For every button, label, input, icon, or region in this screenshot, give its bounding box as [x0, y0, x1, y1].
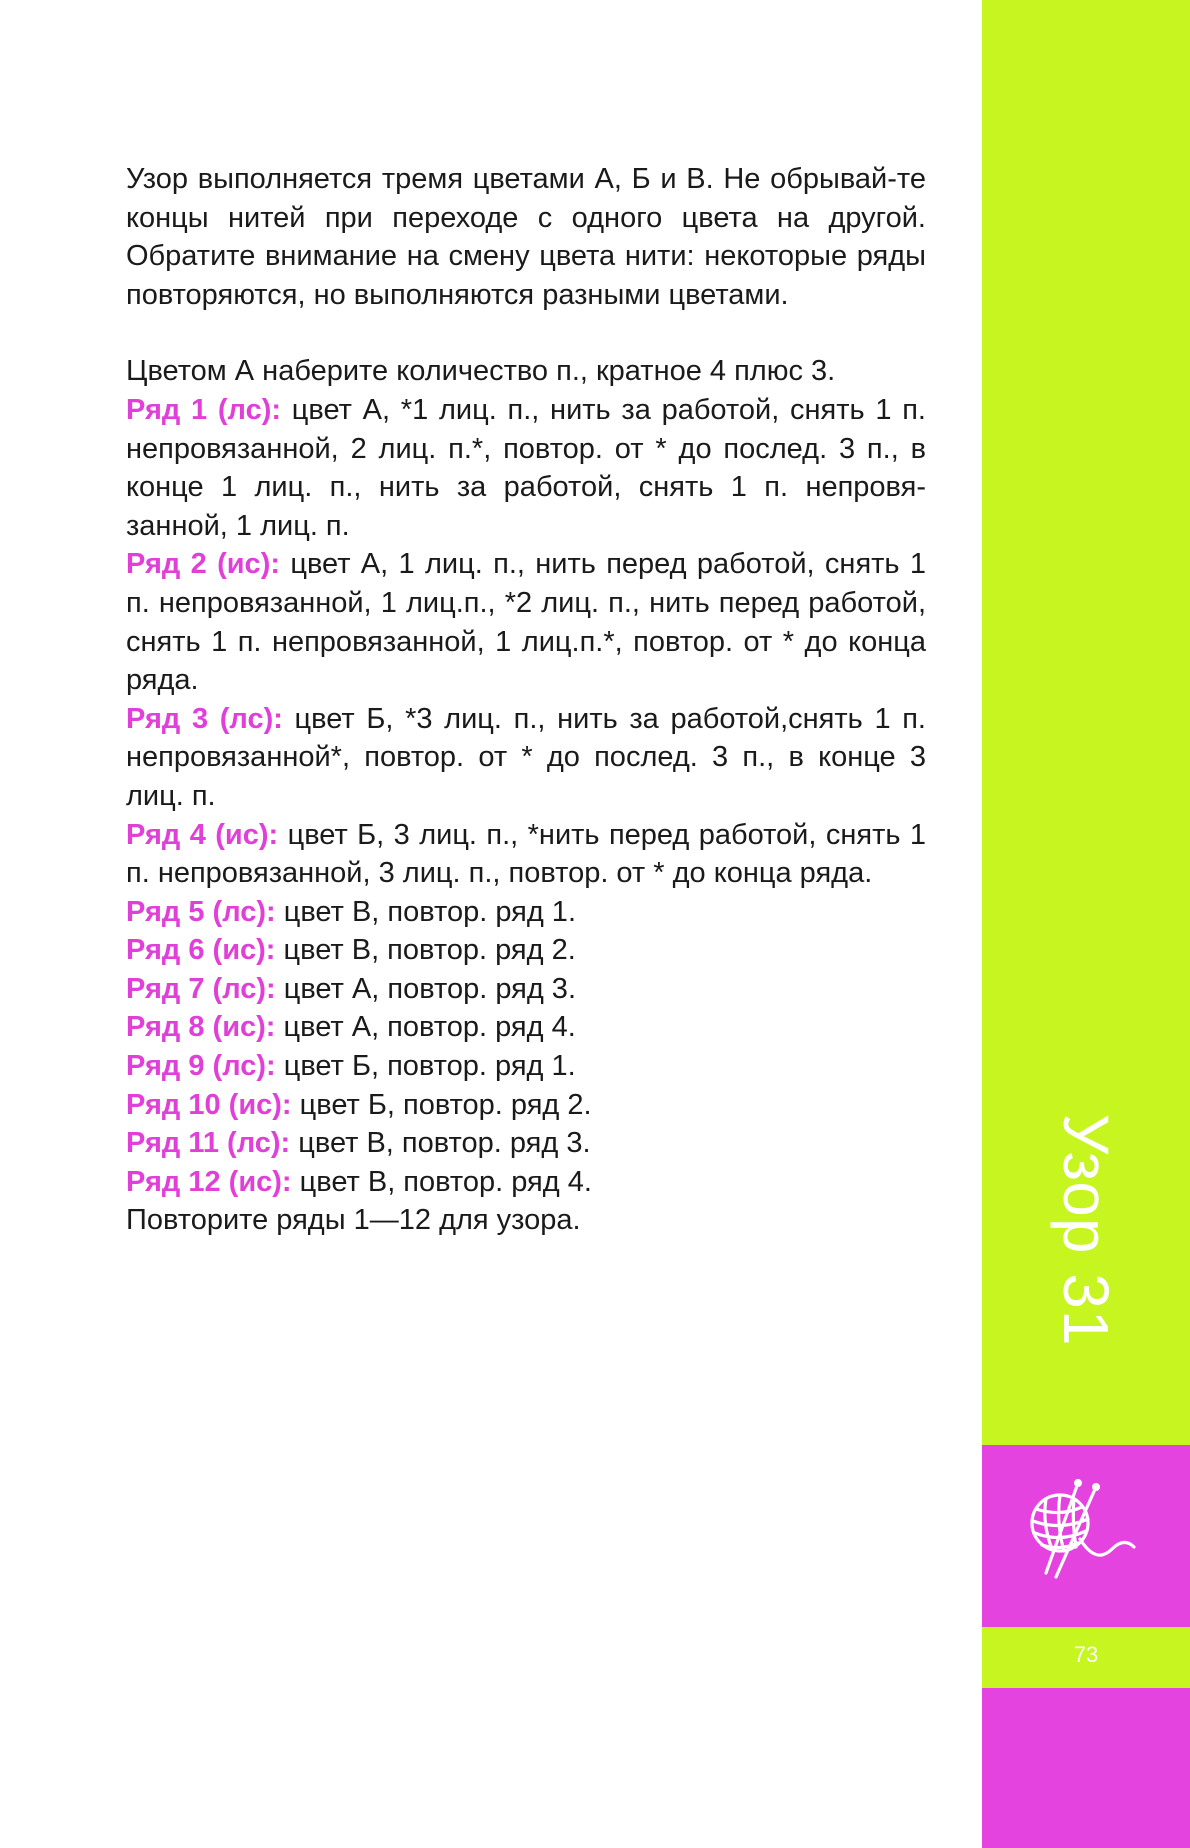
row-instruction — [126, 1163, 926, 1202]
intro-paragraph: Узор выполняется тремя цветами А, Б и В. Не обрывай-те концы нитей при переходе с одного цвета на другой. Обратите внимание на смену цвета нити: некоторые ряды повторяются, но выполняются разными цветами. — [126, 163, 926, 311]
sidebar-title — [982, 1080, 1190, 1380]
row-instruction — [126, 391, 926, 545]
row-text: цвет А, 1 лиц. п., нить перед работой, снять 1 п. непровязанной, 1 лиц.п., *2 лиц. п., нить перед работой, снять 1 п. непровязанной, 1 лиц.п.*, повтор. от * до конца ряда. — [126, 548, 926, 697]
row-instruction — [126, 893, 926, 932]
yarn-ball-knitting-needles-icon — [1016, 1473, 1136, 1583]
row-instruction — [126, 1086, 926, 1125]
row-text: цвет Б, повтор. ряд 2. — [291, 1088, 592, 1121]
row-instruction — [126, 1047, 926, 1086]
cast-on-instruction: Цветом А наберите количество п., кратное 4 плюс 3. — [126, 355, 836, 388]
row-instruction — [126, 970, 926, 1009]
row-label: Ряд 5 (лс): — [126, 895, 276, 928]
row-instruction — [126, 1008, 926, 1047]
row-label: Ряд 4 (ис): — [126, 818, 279, 851]
repeat-instruction: Повторите ряды 1—12 для узора. — [126, 1204, 581, 1237]
sidebar-icon-box — [982, 1445, 1190, 1627]
pattern-text — [126, 160, 926, 1240]
row-instruction — [126, 545, 926, 699]
row-label: Ряд 12 (ис): — [126, 1165, 292, 1198]
row-text: цвет В, повтор. ряд 4. — [291, 1165, 592, 1198]
row-label: Ряд 6 (ис): — [126, 934, 276, 967]
row-text: цвет Б, 3 лиц. п., *нить перед работой, снять 1 п. непровязанной, 3 лиц. п., повтор. от * до конца ряда. — [126, 818, 927, 890]
row-instruction — [126, 931, 926, 970]
paragraph-gap — [126, 314, 926, 352]
row-text: цвет Б, *3 лиц. п., нить за работой,снять 1 п. непровязанной*, повтор. от * до послед. 3 п., в конце 3 лиц. п. — [126, 702, 926, 812]
row-label: Ряд 11 (лс): — [126, 1127, 291, 1160]
sidebar-pink-band — [982, 1688, 1190, 1848]
row-text: цвет В, повтор. ряд 1. — [275, 895, 576, 928]
page-number: 73 — [1073, 1642, 1099, 1667]
row-instructions — [126, 391, 926, 1201]
row-instruction — [126, 1124, 926, 1163]
row-text: цвет А, *1 лиц. п., нить за работой, снять 1 п. непровязанной, 2 лиц. п.*, повтор. от * до послед. 3 п., в конце 1 лиц. п., нить за работой, снять 1 п. непровя-занной, 1 лиц. п. — [126, 393, 926, 542]
row-text: цвет А, повтор. ряд 4. — [275, 1011, 576, 1044]
row-label: Ряд 2 (ис): — [126, 548, 281, 581]
page-number-band — [982, 1627, 1190, 1688]
row-instruction — [126, 700, 926, 816]
row-text: цвет В, повтор. ряд 3. — [290, 1127, 591, 1160]
row-text: цвет В, повтор. ряд 2. — [275, 934, 576, 967]
row-text: цвет А, повтор. ряд 3. — [275, 972, 576, 1005]
row-text: цвет Б, повтор. ряд 1. — [275, 1050, 576, 1083]
row-label: Ряд 7 (лс): — [126, 972, 276, 1005]
row-label: Ряд 9 (лс): — [126, 1050, 276, 1083]
row-label: Ряд 1 (лс): — [126, 393, 282, 426]
row-instruction — [126, 816, 926, 893]
pattern-title: Узор 31 — [1050, 1113, 1122, 1347]
row-label: Ряд 8 (ис): — [126, 1011, 276, 1044]
row-label: Ряд 10 (ис): — [126, 1088, 292, 1121]
row-label: Ряд 3 (лс): — [126, 702, 283, 735]
